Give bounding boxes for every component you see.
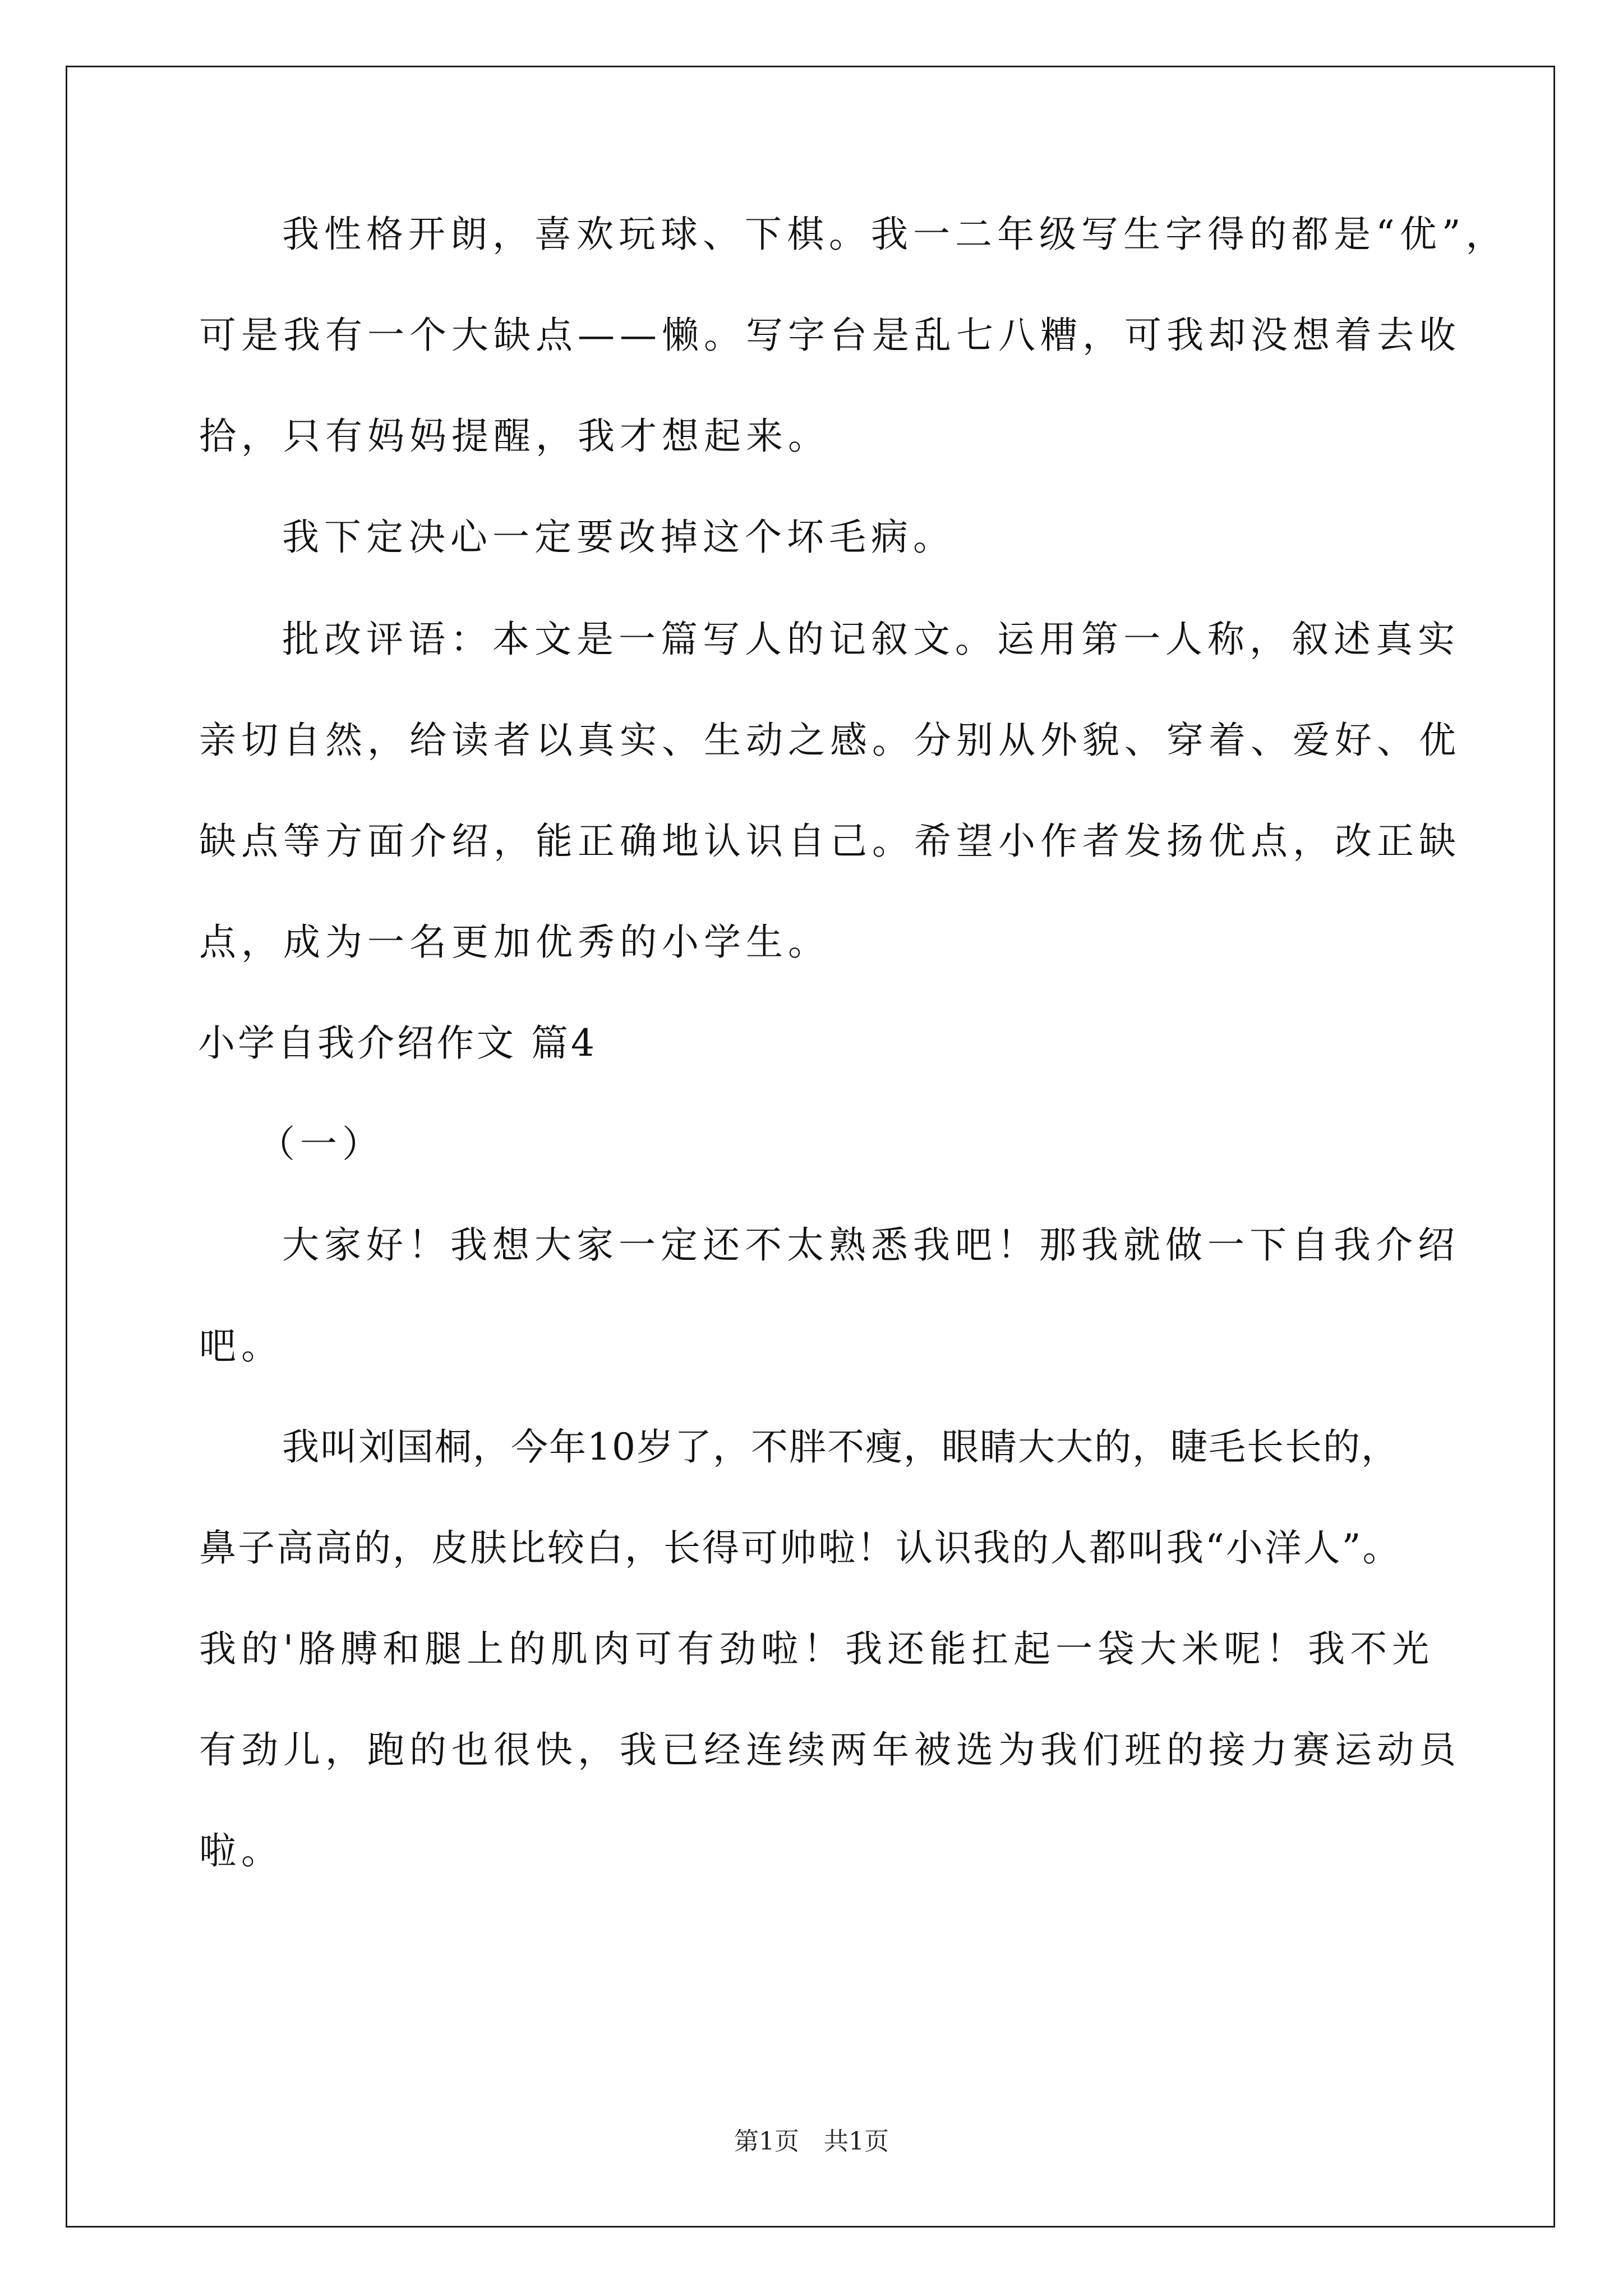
paragraph-line: 吧。: [199, 1324, 283, 1368]
section-subheading: （一）: [258, 1122, 384, 1166]
section-heading: 小学自我介绍作文 篇4: [198, 1022, 597, 1065]
paragraph-line: 拾，只有妈妈提醒，我才想起来。: [199, 415, 830, 458]
comment-line: 亲切自然，给读者以真实、生动之感。分别从外貌、穿着、爱好、优: [199, 719, 1461, 762]
paragraph-line: 鼻子高高的，皮肤比较白，长得可帅啦！认识我的人都叫我“小洋人”。: [199, 1526, 1401, 1570]
comment-line: 点，成为一名更加优秀的小学生。: [199, 921, 830, 964]
comment-line: 批改评语：本文是一篇写人的记叙文。运用第一人称，叙述真实: [282, 618, 1460, 661]
paragraph-line: 大家好！我想大家一定还不太熟悉我吧！那我就做一下自我介绍: [282, 1223, 1460, 1267]
paragraph-line: 啦。: [199, 1829, 283, 1872]
paragraph-line: 我下定决心一定要改掉这个坏毛病。: [282, 516, 955, 559]
paragraph-line: 我的'胳膊和腿上的肌肉可有劲啦！我还能扛起一袋大米呢！我不光: [199, 1627, 1435, 1671]
paragraph-line: 我叫刘国桐，今年10岁了，不胖不瘦，眼睛大大的，睫毛长长的，: [282, 1425, 1399, 1469]
page-number-footer: 第1页 共1页: [734, 2127, 889, 2156]
paragraph-line: 我性格开朗，喜欢玩球、下棋。我一二年级写生字得的都是“优”，: [282, 213, 1508, 256]
paragraph-line: 可是我有一个大缺点——懒。写字台是乱七八糟，可我却没想着去收: [199, 314, 1461, 357]
comment-line: 缺点等方面介绍，能正确地认识自己。希望小作者发扬优点，改正缺: [199, 820, 1461, 863]
paragraph-line: 有劲儿，跑的也很快，我已经连续两年被选为我们班的接力赛运动员: [199, 1728, 1461, 1772]
